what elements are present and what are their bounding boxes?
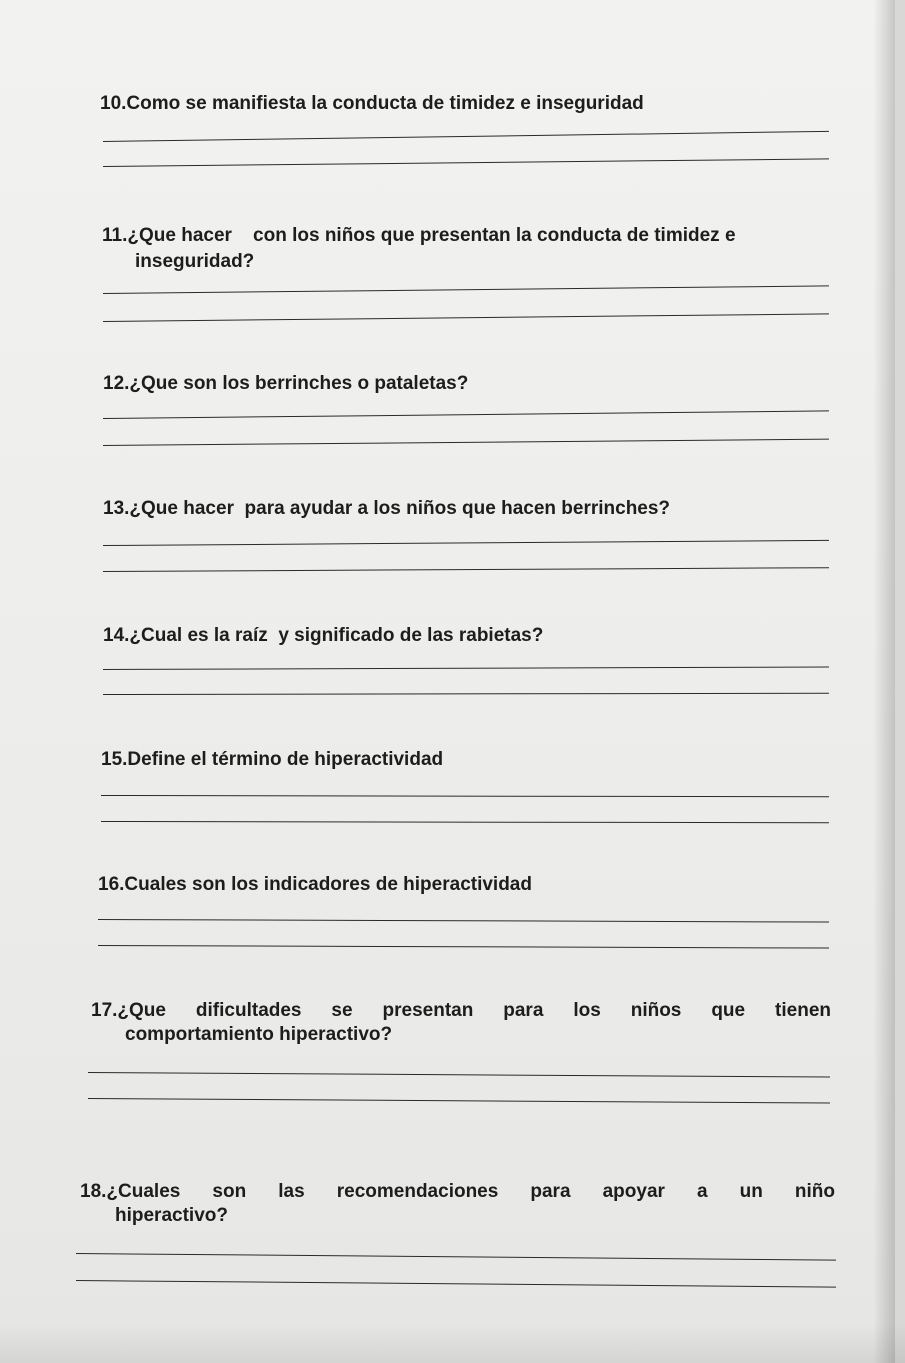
- question-text-continued: inseguridad?: [135, 251, 255, 272]
- question-text: ¿Que dificultades se presentan para los niños que tienen: [117, 1000, 831, 1021]
- answer-line[interactable]: [103, 131, 829, 142]
- answer-line[interactable]: [103, 439, 829, 446]
- question-16: [98, 873, 718, 896]
- question-text: ¿Que hacer para ayudar a los niños que hacen berrinches?: [129, 498, 671, 519]
- answer-line[interactable]: [101, 821, 829, 823]
- answer-line[interactable]: [88, 1098, 830, 1104]
- answer-line[interactable]: [103, 285, 829, 294]
- question-number: 12.: [103, 373, 130, 394]
- question-number: 16.: [98, 874, 125, 895]
- question-number: 11.: [102, 225, 128, 246]
- answer-line[interactable]: [103, 693, 829, 695]
- answer-line[interactable]: [103, 313, 829, 322]
- question-11: [102, 224, 842, 273]
- answer-line[interactable]: [76, 1253, 836, 1261]
- question-17: [91, 999, 831, 1046]
- question-text: ¿Que son los berrinches o pataletas?: [129, 373, 469, 394]
- question-text: ¿Cual es la raíz y significado de las rabietas?: [129, 625, 544, 646]
- question-text-continued: hiperactivo?: [115, 1205, 228, 1226]
- question-number: 13.: [103, 498, 130, 519]
- answer-line[interactable]: [103, 540, 829, 546]
- question-18: [80, 1180, 835, 1227]
- question-number: 17.: [91, 1000, 118, 1021]
- page-edge-shadow: [873, 0, 895, 1363]
- answer-line[interactable]: [103, 567, 829, 572]
- answer-line[interactable]: [98, 945, 829, 949]
- question-number: 15.: [101, 749, 128, 770]
- answer-line[interactable]: [76, 1280, 836, 1288]
- question-15: [101, 748, 701, 771]
- question-text-continued: comportamiento hiperactivo?: [125, 1024, 393, 1045]
- answer-line[interactable]: [103, 666, 829, 670]
- question-number: 10.: [100, 93, 127, 114]
- answer-line[interactable]: [101, 795, 829, 797]
- answer-line[interactable]: [103, 410, 829, 419]
- bottom-shadow: [0, 1323, 905, 1363]
- answer-line[interactable]: [103, 158, 829, 167]
- question-text: Como se manifiesta la conducta de timidez e inseguridad: [126, 93, 644, 114]
- question-text: ¿Cuales son las recomendaciones para apoyar a un niño: [106, 1181, 835, 1202]
- question-first-line: [80, 1180, 835, 1203]
- question-13: [103, 497, 823, 520]
- answer-line[interactable]: [88, 1072, 830, 1078]
- question-12: [103, 372, 703, 395]
- question-text: Define el término de hiperactividad: [127, 749, 444, 770]
- question-10: [100, 92, 740, 115]
- question-text: Cuales son los indicadores de hiperactividad: [124, 874, 532, 895]
- question-number: 18.: [80, 1181, 107, 1202]
- answer-line[interactable]: [98, 919, 829, 923]
- question-first-line: [91, 999, 831, 1022]
- question-number: 14.: [103, 625, 130, 646]
- question-14: [103, 624, 743, 647]
- question-text: ¿Que hacer con los niños que presentan la conducta de timidez e: [127, 225, 736, 246]
